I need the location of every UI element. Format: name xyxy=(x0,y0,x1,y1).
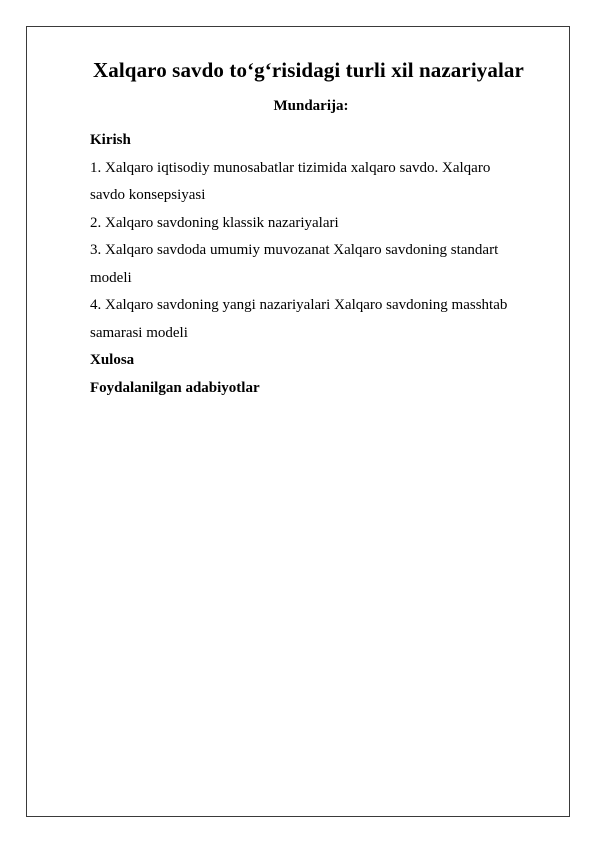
toc-line: 3. Xalqaro savdoda umumiy muvozanat Xalqaro savdoning standart xyxy=(90,242,499,258)
toc-item-references xyxy=(90,375,540,403)
toc-item-chapter-1 xyxy=(90,155,540,210)
toc-line: modeli xyxy=(90,269,132,286)
toc-line: Kirish xyxy=(90,132,131,148)
toc-line: Foydalanilgan adabiyotlar xyxy=(90,379,260,396)
toc-line: 4. Xalqaro savdoning yangi nazariyalari Xalqaro savdoning masshtab xyxy=(90,297,508,313)
table-of-contents xyxy=(90,127,540,402)
toc-item-introduction xyxy=(90,127,540,155)
toc-item-chapter-2 xyxy=(90,210,540,238)
toc-line: 2. Xalqaro savdoning klassik nazariyalari xyxy=(90,214,339,231)
toc-item-conclusion xyxy=(90,347,540,375)
contents-heading: Mundarija: xyxy=(273,98,349,114)
document-title: Xalqaro savdo to‘g‘risidagi turli xil nazariyalar xyxy=(93,58,524,82)
toc-line: savdo konsepsiyasi xyxy=(90,187,206,203)
toc-line: 1. Xalqaro iqtisodiy munosabatlar tizimida xalqaro savdo. Xalqaro xyxy=(90,159,491,176)
toc-line: Xulosa xyxy=(90,352,135,368)
toc-item-chapter-4 xyxy=(90,292,540,347)
toc-item-chapter-3 xyxy=(90,237,540,292)
toc-line: samarasi modeli xyxy=(90,324,188,341)
